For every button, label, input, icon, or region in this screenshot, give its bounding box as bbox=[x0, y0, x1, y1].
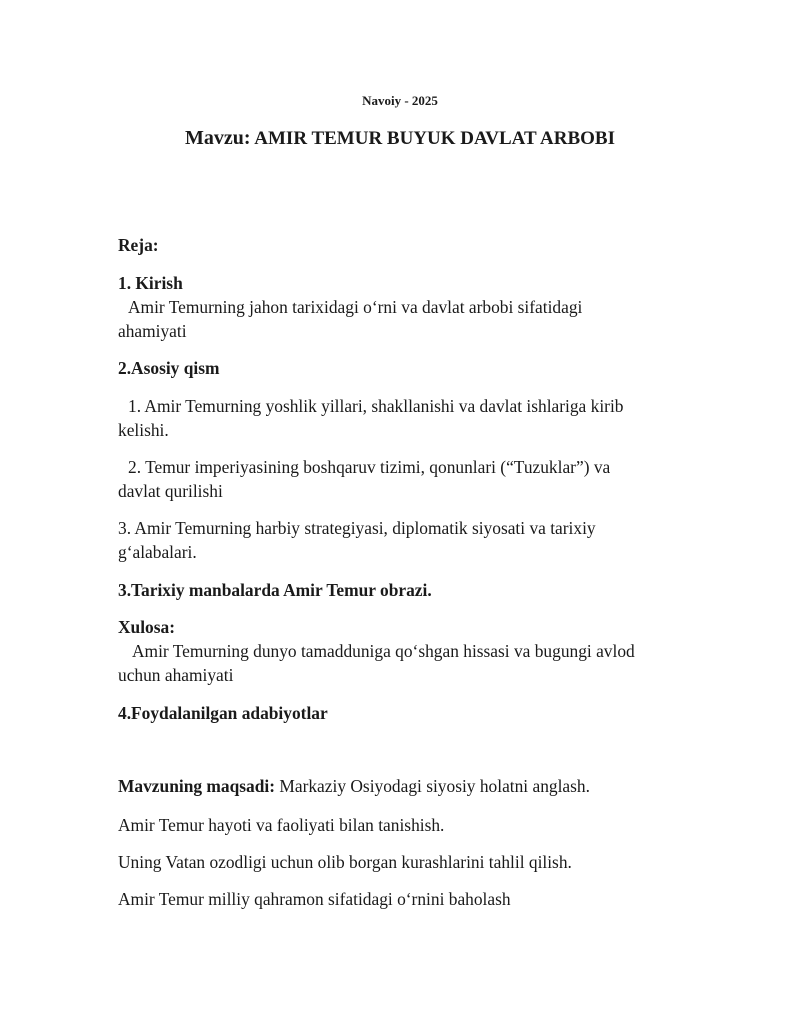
conclusion-heading: Xulosa: bbox=[118, 617, 176, 637]
conclusion-line-2: uchun ahamiyati bbox=[118, 665, 234, 685]
main-heading: 2.Asosiy qism bbox=[118, 358, 220, 378]
main-item-2-line-2: davlat qurilishi bbox=[118, 481, 223, 501]
goals-line bbox=[118, 774, 590, 798]
conclusion-line-1: Amir Temurning dunyo tamadduniga qo‘shgan hissasi va bugungi avlod bbox=[132, 641, 635, 661]
sources-image-heading: 3.Tarixiy manbalarda Amir Temur obrazi. bbox=[118, 580, 432, 600]
intro-heading: 1. Kirish bbox=[118, 273, 183, 293]
intro-line-1: Amir Temurning jahon tarixidagi o‘rni va davlat arbobi sifatidagi bbox=[128, 297, 583, 317]
page-title bbox=[0, 127, 800, 150]
main-item-1-line-2: kelishi. bbox=[118, 420, 169, 440]
title-text: AMIR TEMUR BUYUK DAVLAT ARBOBI bbox=[254, 128, 615, 149]
main-item-1-line-1: 1. Amir Temurning yoshlik yillari, shakllanishi va davlat ishlariga kirib bbox=[128, 396, 624, 416]
main-item-2-line-1: 2. Temur imperiyasining boshqaruv tizimi, qonunlari (“Tuzuklar”) va bbox=[128, 457, 611, 477]
title-prefix: Mavzu: bbox=[185, 127, 251, 149]
literature-heading: 4.Foydalanilgan adabiyotlar bbox=[118, 703, 328, 723]
goal-item-3: Amir Temur milliy qahramon sifatidagi o‘rnini baholash bbox=[118, 889, 511, 909]
intro-line-2: ahamiyati bbox=[118, 321, 187, 341]
location-year: Navoiy - 2025 bbox=[362, 93, 438, 108]
goal-item-1: Amir Temur hayoti va faoliyati bilan tanishish. bbox=[118, 815, 445, 835]
main-item-3-line-2: g‘alabalari. bbox=[118, 542, 197, 562]
goal-item-2: Uning Vatan ozodligi uchun olib borgan kurashlarini tahlil qilish. bbox=[118, 852, 572, 872]
plan-heading: Reja: bbox=[118, 235, 159, 255]
goals-label: Mavzuning maqsadi: bbox=[118, 776, 276, 796]
main-item-3-line-1: 3. Amir Temurning harbiy strategiyasi, diplomatik siyosati va tarixiy bbox=[118, 518, 596, 538]
goals-first: Markaziy Osiyodagi siyosiy holatni anglash. bbox=[279, 776, 590, 796]
